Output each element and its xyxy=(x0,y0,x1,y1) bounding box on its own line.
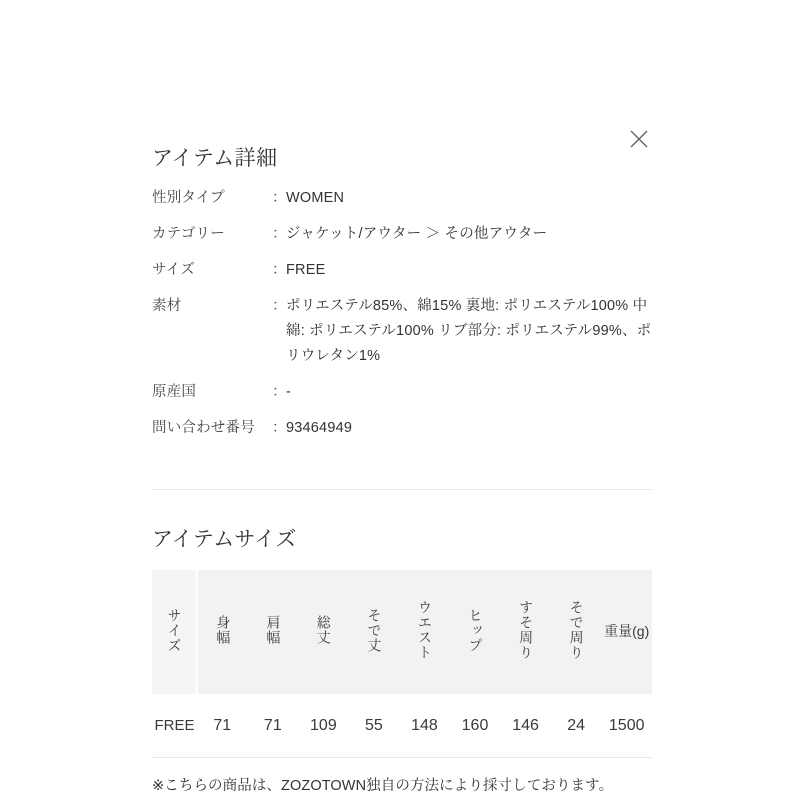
detail-colon: ： xyxy=(272,298,287,314)
size-table xyxy=(152,570,652,758)
size-table-header-cell xyxy=(349,570,400,694)
page-title: アイテム詳細 xyxy=(152,147,278,170)
size-table-header-cell xyxy=(450,570,501,694)
size-table-header-cell xyxy=(152,570,197,694)
section-divider xyxy=(152,489,652,490)
header-label: ヒップ xyxy=(467,607,484,653)
size-table-header-cell xyxy=(399,570,450,694)
detail-value: 93464949 xyxy=(286,420,353,436)
detail-row-inquiry-number xyxy=(152,416,652,441)
table-row xyxy=(152,694,652,758)
size-cell-sleeve-length: 55 xyxy=(349,694,400,758)
size-cell-sleeve-circumference: 24 xyxy=(551,694,602,758)
size-table-header-cell xyxy=(500,570,551,694)
header-label: そで丈 xyxy=(366,607,383,653)
detail-value: FREE xyxy=(286,262,326,278)
detail-row-material xyxy=(152,294,652,369)
detail-colon: ： xyxy=(272,420,287,436)
detail-value: - xyxy=(286,384,292,400)
header-label: 肩幅 xyxy=(265,615,282,645)
header-label: 身幅 xyxy=(215,615,232,645)
detail-list xyxy=(152,186,652,441)
detail-row-size xyxy=(152,258,652,283)
size-measurement-note: ※こちらの商品は、ZOZOTOWN独自の方法により採寸しております。 xyxy=(152,778,614,794)
size-table-header-cell xyxy=(551,570,602,694)
header-label: ウエスト xyxy=(417,600,433,660)
size-table-head xyxy=(152,570,652,694)
detail-label: サイズ xyxy=(152,262,195,278)
size-cell-total-length: 109 xyxy=(298,694,349,758)
size-cell-body-width: 71 xyxy=(197,694,248,758)
size-table-header-cell xyxy=(197,570,248,694)
detail-colon: ： xyxy=(272,262,287,278)
header-label: サイズ xyxy=(166,607,183,653)
header-label: すそ周り xyxy=(518,600,535,660)
size-cell-hem-circumference: 146 xyxy=(500,694,551,758)
size-cell-shoulder-width: 71 xyxy=(248,694,299,758)
header-label: 重量(g) xyxy=(604,623,650,640)
size-table-header-cell xyxy=(298,570,349,694)
size-table-header-cell xyxy=(248,570,299,694)
detail-label: 素材 xyxy=(152,298,182,314)
table-header-row xyxy=(152,570,652,694)
detail-colon: ： xyxy=(272,190,287,206)
detail-colon: ： xyxy=(272,384,287,400)
size-table-header-cell xyxy=(601,570,652,694)
detail-label: 原産国 xyxy=(152,384,197,400)
detail-row-category xyxy=(152,222,652,247)
size-section-title: アイテムサイズ xyxy=(152,528,297,551)
size-cell-size: FREE xyxy=(152,694,197,758)
detail-value: ジャケット/アウター ＞ その他アウター xyxy=(286,226,548,242)
detail-colon: ： xyxy=(272,226,287,242)
detail-label: 性別タイプ xyxy=(152,190,225,206)
size-cell-waist: 148 xyxy=(399,694,450,758)
header-label: 総丈 xyxy=(315,615,332,645)
item-size-section xyxy=(152,527,652,812)
detail-label: 問い合わせ番号 xyxy=(152,420,255,436)
detail-label: カテゴリー xyxy=(152,226,225,242)
size-cell-weight: 1500 xyxy=(601,694,652,758)
item-detail-section xyxy=(152,146,652,441)
size-table-body xyxy=(152,694,652,758)
size-cell-hip: 160 xyxy=(450,694,501,758)
detail-value: WOMEN xyxy=(286,190,345,206)
detail-row-gender xyxy=(152,186,652,211)
detail-row-origin xyxy=(152,380,652,405)
header-label: そで周り xyxy=(568,600,585,660)
detail-value: ポリエステル85%、綿15% 裏地: ポリエステル100% 中綿: ポリエステル100% リブ部分: ポリエステル99%、ポリウレタン1% xyxy=(286,298,652,364)
